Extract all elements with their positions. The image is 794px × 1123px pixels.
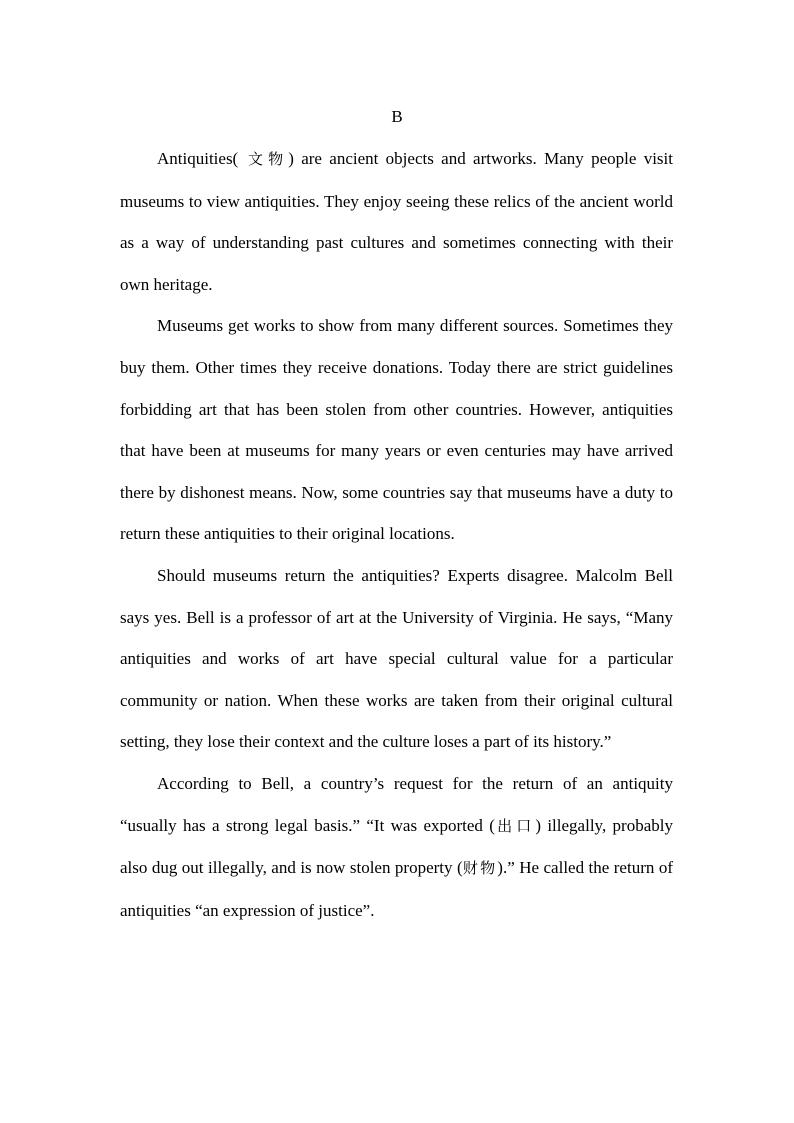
chinese-gloss-exported: 出口: [494, 816, 536, 835]
paragraph-2: Museums get works to show from many different sources. Sometimes they buy them. Other times they receive donations. Today there are strict guidelines forbidding art that has been stolen from other countries. However, antiquities that have been at museums for many years or even centuries may have arrived there by dishonest means. Now, some countries say that museums have a duty to return these antiquities to their original locations.: [120, 316, 673, 544]
paragraph-1-text-start: Antiquities(: [157, 149, 239, 168]
chinese-gloss-antiquities: 文物: [238, 150, 289, 168]
paragraph-4: [120, 763, 673, 931]
chinese-gloss-property: 财物: [462, 859, 498, 878]
paragraph-4-text-part-3: ).” He called the return of antiquities “an expression of justice”.: [120, 858, 673, 920]
paragraph-3: Should museums return the antiquities? Experts disagree. Malcolm Bell says yes. Bell is a professor of art at the University of Virginia. He says, “Many antiquities and works of art have special cultural value for a particular community or nation. When these works are taken from their original cultural setting, they lose their context and the culture loses a part of its history.”: [120, 565, 673, 752]
section-heading: B: [391, 107, 403, 126]
paragraph-1: [120, 138, 673, 305]
paragraph-4-text-part-1: According to Bell, a country’s request for the return of an antiquity “usually has a strong legal basis.” “It was exported (: [120, 773, 673, 835]
paragraph-1-text-end: ) are ancient objects and artworks. Many people visit museums to view antiquities. They enjoy seeing these relics of the ancient world as a way of understanding past cultures and sometimes connecting with their own heritage.: [120, 149, 673, 294]
passage-body: [120, 138, 673, 931]
paragraph-4-text-part-2: ) illegally, probably also dug out illegally, and is now stolen property (: [120, 815, 673, 878]
